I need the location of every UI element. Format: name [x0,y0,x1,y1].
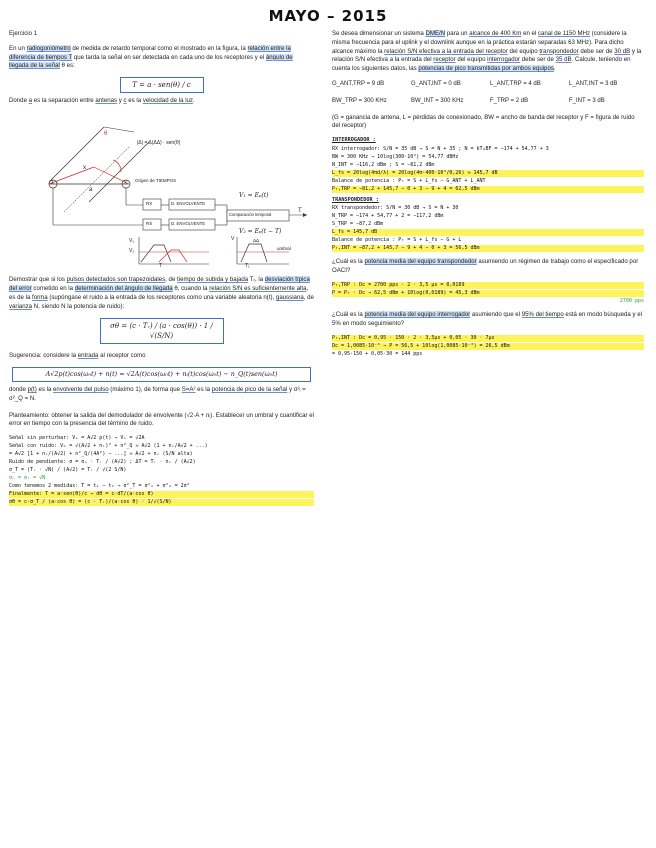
intro-paragraph [9,45,314,71]
parameter-value: L_ANT,INT = 3 dB [569,81,618,88]
diagram-svg [9,112,314,270]
text-segment: debe ser de [520,56,556,64]
text-segment: Se desea dimensionar un sistema [332,30,426,37]
where2-paragraph [9,386,314,404]
handwritten-line: Pₜ,TRP = −81,2 + 145,7 − 0 + 3 − 9 + 4 = 62,5 dBm [332,186,644,193]
text-segment: potencias de pico transmitidas por ambos equipos [418,65,554,73]
question-transponder-power [332,258,644,276]
text-segment: En un [9,44,27,52]
text-segment: θ es: [59,62,75,70]
text-segment: p(t) [27,385,37,393]
text-segment: y la relación S/N efectiva a la entrada del [332,47,642,64]
text-segment: ¿Cuál es la [332,311,365,319]
text-segment: asumiendo que el [470,311,522,319]
text-segment: ángulo de llegada de la señal [9,53,293,70]
text-segment: potencia media del equipo interrogador [364,311,471,319]
handwritten-line: Finalmente: T = a·sen(θ)/c → dθ = c·dT/(a·cos θ) [9,491,314,498]
parameter-value: BW_TRP = 300 KHz [332,97,387,104]
text-segment: potencia media del equipo transpondedor [364,258,477,266]
envelope-box-1: D. ENVOLVENTE [171,201,206,207]
handwritten-line: σₙ = σᵢ = √N [9,475,46,482]
plot-t1-label: T₁ [245,263,250,270]
where-paragraph [9,97,314,106]
handwritten-line: σθ = c·σ_T / (a·cos θ) = (c · Tᵣ)/(a·cos θ) · 1/√(S/N) [9,499,314,506]
formula-sigma: σθ = (c · Tᵣ) / (a · cos(θ)) · 1 / √(S/N) [100,318,224,344]
text-segment: tiempo de subida y bajada [177,276,249,284]
text-segment: , de [165,276,178,284]
text-segment: relación entre la diferencia de tiempos T [9,44,291,61]
text-segment: (supóngase el ruido a la entrada de los receptores como una variable aleatoria n(t), [47,293,276,301]
parameter-value: F_TRP = 2 dB [490,97,529,104]
parameter-value: G_ANT,TRP = 9 dB [332,81,385,88]
plot-umbral-label: umbral [277,246,291,252]
node-2: 2 [124,180,127,187]
q3-notes [332,335,644,358]
right-column [332,30,644,359]
handwritten-line: σ_T = (Tᵣ · √N) / (A√2) = Tᵣ / √(2 S/N) [9,467,127,474]
text-segment: es la [36,385,54,393]
text-segment: S=A² [181,385,196,393]
handwritten-line: Ruido de pendiente: σ = σₙ · Tᵣ / (A√2) ; ΔT = Tᵣ · nᵢ / (A√2) [9,459,196,466]
question-interrogator-power [332,311,644,329]
text-segment: relación S/N efectiva a la entrada del receptor [384,47,508,55]
text-segment: está en modo búsqueda y el 5% en modo seguimiento? [332,311,642,327]
text-segment: . [192,97,195,105]
plot-t-label: T [159,263,163,270]
text-segment: . [553,65,556,73]
handwritten-line: P̄ₜ,TRP : Dc = 2700 pps · 2 · 3,5 μs = 0,0189 [332,282,644,289]
text-segment: , es de la [9,285,309,301]
text-segment: y [117,97,124,105]
parameters-legend: (G = ganancia de antena, L = pérdidas de conexionado, BW = ancho de banda del receptor y F = figura de ruido del receptor) [332,113,635,130]
handwritten-line: N_INT = −116,2 dBm ; S = −81,2 dBm [332,161,435,168]
text-segment: donde [9,385,28,393]
text-segment: gaussiana [275,293,304,301]
output-T: T [298,208,302,215]
handwritten-line: RX transpondedor: S/N = 30 dB → S = N + 30 [332,205,459,212]
label-x: x [83,165,86,172]
text-segment: radiogoniómetro [26,44,71,52]
transponder-notes [332,205,644,252]
label-a: a [89,187,93,194]
text-segment: determinación del ángulo de llegada [74,285,173,293]
plot-v-label: V [231,236,235,243]
transponder-title: TRANSPONDEDOR : [332,196,379,203]
rx-box-2: RX [146,221,153,227]
text-segment: asumiendo un régimen de trabajo como el especificado por OACI? [332,258,639,275]
text-segment: 30 dB [614,47,631,55]
text-segment: que tarda la señal en ser detectada en cada uno de los receptores y el [72,53,266,61]
text-segment: , de [303,293,314,301]
dme-intro-paragraph [332,30,644,74]
text-segment: para un [445,30,470,37]
handwritten-line: N_TRP = −174 + 54,77 + 2 = −117,2 dBm [332,213,444,220]
text-segment: 95% del tiempo [521,311,564,319]
page-title: MAYO – 2015 [268,7,388,25]
text-segment: envolvente del pulso [53,385,109,393]
text-segment: a [28,97,33,105]
plot-v2-label: V₂ [129,248,135,255]
text-segment: transpondedor [539,47,579,55]
exercise-heading: Ejercicio 1 [9,30,38,37]
text-segment: θ, cuando la [172,285,210,293]
text-segment: Sugerencia: considere la [9,351,78,359]
handwritten-line: Pₜ,INT = −87,2 + 145,7 − 9 + 4 − 0 + 3 = 56,5 dBm [332,245,644,252]
text-segment: relación S/N es suficientemente alta [209,285,307,293]
handwritten-line: RX interrogador: S/N = 35 dB → S = N + 35 ; N = kT₀BF = −174 + 54,77 + 3 [332,145,549,152]
text-segment: canal de 1150 MHz [537,30,591,37]
text-segment: velocidad de la luz [142,97,193,105]
left-column [9,30,314,507]
text-segment: del equipo [507,47,540,55]
text-segment: 35 dB [555,56,572,64]
label-theta: θ [104,131,108,138]
text-segment: . Calcule, teniendo en cuenta los siguientes datos, las [332,56,631,73]
text-segment: del equipo [455,56,488,64]
text-segment: Tᵣ, la [248,276,265,284]
eq-v1: V₁ = Eₚ(t) [239,192,269,200]
handwritten-line: Señal sin perturbar: Vₛ = A√2 p(t) → Vₛ = √2A [9,435,145,442]
text-segment: interrogador [487,56,521,64]
handwritten-line: Dc = 1,0085·10⁻³ → P̄ = 56,5 + 10log(1,0085·10⁻³) = 26,5 dBm [332,343,644,350]
text-segment: ¿Cuál es la [332,258,365,266]
text-segment: debe ser de [578,47,615,55]
parameter-value: F_INT = 3 dB [569,97,605,104]
handwritten-line: Señal con ruido: Vₘ = √(A√2 + nᵢ)² + n²_Q ≈ A√2 (1 + nᵢ/A√2 + ...) [9,443,208,450]
q2-notes [332,282,644,297]
text-segment: desviación típica del error [9,276,310,293]
text-segment: y σ²ᵢ = σ²_Q = N. [9,385,306,402]
text-segment: es la [195,385,212,393]
handwritten-line: S_TRP = −87,2 dBm [332,221,384,228]
text-segment: es la separación entre [32,97,96,105]
text-segment: alcance de 400 Km [469,30,522,37]
label-delta: |Δ| = Δ(ΔΔ) · sen(θ) [137,140,181,147]
text-segment: de medida de retardo temporal como el mostrado en la figura, la [70,44,248,52]
parameter-value: G_ANT,INT = 0 dB [411,81,461,88]
text-segment: forma [32,293,48,301]
handwritten-line: Balance de potencia : Pₜ = S + L_fs − G + L [332,237,462,244]
text-segment: N, siendo N la potencia de ruido): [32,302,125,310]
handwritten-line: P̄ = Pₜ · Dc → 62,5 dBm + 10log(0,0189) = 45,3 dBm [332,290,644,297]
text-segment: Demostrar que si los [9,276,67,284]
interrogator-notes [332,146,644,193]
text-segment: antenas [95,97,118,105]
label-origin: Origen de TIEMPOS [135,178,177,184]
handwritten-notes-left [9,435,314,506]
handwritten-line: Balance de potencia : Pₜ = S + L_fs − G_ANT + L_ANT [332,177,486,184]
text-segment: en el [521,30,538,37]
handwritten-line: L_fs = 20log(4πd/λ) = 20log(4π·400·10³/0,26) ≈ 145,7 dB [332,170,644,177]
text-segment: (máximo 1), de forma que [108,385,182,393]
parameter-value: L_ANT,TRP = 4 dB [490,81,541,88]
interrogator-title: INTERROGADOR : [332,137,376,144]
suggestion-paragraph [9,352,314,361]
radiogoniometer-diagram [9,112,314,270]
text-segment: cometido en la [31,285,75,293]
handwritten-line: Como tenemos 2 medidas: T = t₁ − t₂ → σ²_T = σ²₁ + σ²₂ = 2σ² [9,483,190,490]
handwritten-line: BW = 300 KHz → 10log(300·10³) = 54,77 dBHz [332,153,459,160]
text-segment: Donde [9,97,29,105]
envelope-box-2: D. ENVOLVENTE [171,221,206,227]
demonstrate-paragraph [9,276,314,311]
text-segment: receptor [433,56,456,64]
comparison-box: Comparación temporal [229,212,272,218]
text-segment: (considere la misma frecuencia para el uplink y el downlink aunque en la práctica estarán separadas 63 MHz). Para dicho alcance máximo la [332,30,627,55]
text-segment: potencia de pico de la señal [211,385,288,393]
text-segment: c [123,97,127,105]
text-segment: varianza [9,302,33,310]
text-segment: al receptor como [98,351,146,359]
approach-paragraph: Planteamiento: obtener la salida del demodulador de envolvente (√2·A + nᵢ). Establecer un umbral y cuantificar el error en tiempo con la presencia del término de ruido. [9,411,314,428]
text-segment: es la [126,97,143,105]
eq-v2: V₂ = Eₚ(t − T) [239,228,282,236]
parameter-value: BW_INT = 300 KHz [411,97,464,104]
handwritten-line: = 0,95·150 + 0,05·30 = 144 pps [332,350,423,357]
text-segment: pulsos detectados son trapezoidales [66,276,166,284]
handwritten-line: = A√2 [1 + nᵢ/(A√2) + n²_Q/(4A²) − ...] ≈ A√2 + nᵢ (S/N alta) [9,451,193,458]
text-segment: entrada [77,351,99,359]
formula-input: A√2p(t)cos(ω₀t) + n(t) = √2A(t)cos(ω₀t) + nᵢ(t)cos(ω₀t) − n_Q(t)sen(ω₀t) [12,367,311,382]
plot-ti-label: ΔΔ [253,238,260,244]
text-segment: DME/N [425,30,446,37]
parameters-grid [332,80,644,105]
handwritten-line: L_fs = 145,7 dB [332,229,644,236]
rx-box-1: RX [146,201,153,207]
formula-time-difference: T = a · sen(θ) / c [120,77,204,93]
q2-side-note: 2700 pps [619,297,644,304]
node-1: 1 [51,180,54,187]
plot-v1-label: V₁ [129,238,135,245]
handwritten-line: P̄ₜ,INT : Dc = 0,95 · 150 · 2 · 3,5μs + 0,05 · 30 · 7μs [332,335,644,342]
